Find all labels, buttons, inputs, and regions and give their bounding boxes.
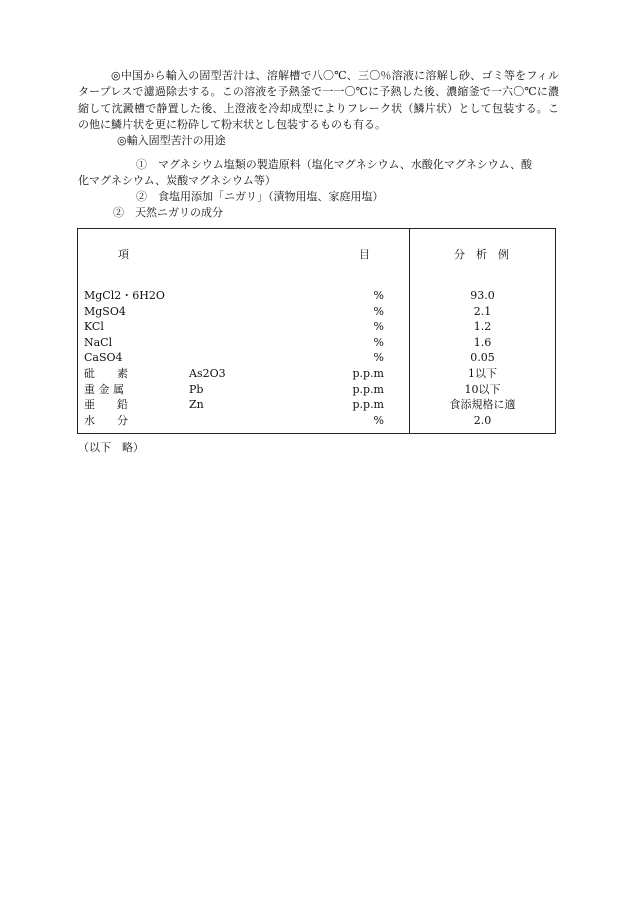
component-unit: p.p.m bbox=[352, 382, 384, 396]
table-row bbox=[78, 288, 555, 304]
component-unit: p.p.m bbox=[352, 398, 384, 412]
component-unit: % bbox=[373, 304, 384, 318]
component-unit: % bbox=[373, 335, 384, 349]
intro-paragraph: ◎中国から輸入の固型苦汁は、溶解槽で八〇℃、三〇％溶液に溶解し砂、ゴミ等をフィルタープレスで濾過除去する。この溶液を予熱釜で一一〇℃に予熱した後、濃縮釜で一六〇℃に濃縮して沈澱槽で静置した後、上澄液を冷却成型によりフレーク状（鱗片状）として包装する。この他に鱗片状を更に粉砕して粉末状とし包装するものも有る。 bbox=[78, 69, 559, 131]
component-name: NaCl bbox=[84, 335, 113, 349]
table-row bbox=[78, 366, 555, 382]
header-unit: 目 bbox=[359, 248, 370, 261]
component-value: 2.1 bbox=[473, 304, 492, 318]
component-unit: p.p.m bbox=[352, 366, 384, 380]
component-value: 93.0 bbox=[470, 289, 495, 302]
component-value: 1以下 bbox=[468, 366, 497, 380]
use-item-1: ① マグネシウム塩類の製造原料（塩化マグネシウム、水酸化マグネシウム、酸 bbox=[136, 158, 532, 171]
component-value: 10以下 bbox=[464, 382, 501, 396]
component-name: 砒 素 bbox=[84, 366, 128, 380]
component-unit: % bbox=[373, 351, 384, 365]
component-name: MgCl2・6H2O bbox=[84, 289, 165, 302]
header-item: 項 bbox=[118, 248, 129, 261]
component-name: 亜 鉛 bbox=[84, 398, 128, 412]
component-name: KCl bbox=[84, 320, 104, 334]
component-value: 0.05 bbox=[470, 351, 495, 365]
component-unit: % bbox=[373, 413, 384, 427]
component-unit: % bbox=[373, 289, 384, 302]
table-row bbox=[78, 304, 555, 320]
component-formula: Zn bbox=[189, 398, 204, 412]
component-formula: As2O3 bbox=[189, 366, 226, 380]
uses-heading: ◎輸入固型苦汁の用途 bbox=[117, 134, 226, 147]
table-row bbox=[78, 397, 555, 413]
component-name: 水 分 bbox=[84, 413, 128, 427]
table-row bbox=[78, 335, 555, 351]
component-value: 食添規格に適 bbox=[449, 398, 516, 412]
component-value: 2.0 bbox=[473, 413, 492, 427]
composition-heading: ② 天然ニガリの成分 bbox=[113, 206, 223, 219]
table-body bbox=[78, 288, 555, 428]
composition-table bbox=[77, 228, 556, 434]
use-item-2: ② 食塩用添加「ニガリ」（漬物用塩、家庭用塩） bbox=[136, 190, 384, 203]
table-row bbox=[78, 413, 555, 429]
footer-note: （以下 略） bbox=[78, 441, 144, 454]
component-unit: % bbox=[373, 320, 384, 334]
component-value: 1.2 bbox=[473, 320, 492, 334]
component-name: MgSO4 bbox=[84, 304, 126, 318]
component-name: 重 金 属 bbox=[84, 382, 124, 396]
header-analysis: 分 析 例 bbox=[454, 248, 509, 261]
use-item-1-continued: 化マグネシウム、炭酸マグネシウム等） bbox=[78, 174, 276, 187]
component-value: 1.6 bbox=[473, 335, 492, 349]
component-formula: Pb bbox=[189, 382, 204, 396]
table-row bbox=[78, 319, 555, 335]
table-row bbox=[78, 350, 555, 366]
component-name: CaSO4 bbox=[84, 351, 123, 365]
table-row bbox=[78, 382, 555, 398]
